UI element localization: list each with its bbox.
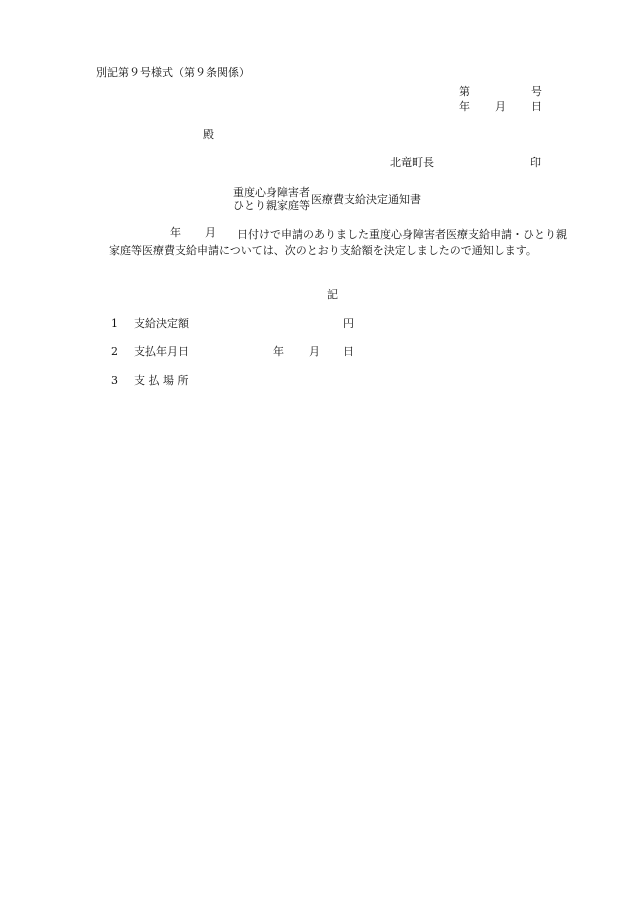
- date-day: 日: [531, 100, 542, 113]
- item-number: 1: [111, 317, 118, 330]
- item-number: 2: [111, 345, 118, 358]
- payment-month: 月: [309, 345, 320, 358]
- date-month: 月: [495, 100, 506, 113]
- item-label: 支払年月日: [134, 345, 189, 358]
- issuer-name: 北竜町長: [390, 156, 434, 169]
- document-title: [233, 186, 421, 212]
- body-year: 年: [170, 226, 181, 239]
- item-number: 3: [111, 374, 118, 387]
- seal-mark: 印: [530, 156, 541, 169]
- form-label: 別記第９号様式（第９条関係）: [96, 66, 250, 79]
- title-line2: ひとり親家庭等: [233, 199, 310, 212]
- item-label: 支給決定額: [134, 317, 189, 330]
- title-stack: [233, 186, 310, 212]
- date-year: 年: [459, 100, 470, 113]
- body-text: 日付けで申請のありました重度心身障害者医療支給申請・ひとり親家庭等医療費支給申請については、次のとおり支給額を決定しましたので通知します。: [109, 228, 567, 257]
- payment-day: 日: [343, 345, 354, 358]
- addressee-suffix: 殿: [203, 128, 214, 141]
- item-label: 支 払 場 所: [134, 374, 189, 387]
- title-suffix: 医療費支給決定通知書: [311, 192, 421, 206]
- payment-year: 年: [273, 345, 284, 358]
- body-paragraph: [109, 227, 569, 258]
- number-suffix: 号: [531, 85, 542, 98]
- item-unit-yen: 円: [343, 317, 354, 330]
- number-prefix: 第: [459, 85, 470, 98]
- body-month: 月: [205, 226, 216, 239]
- title-line1: 重度心身障害者: [233, 186, 310, 199]
- ki-heading: 記: [327, 288, 338, 301]
